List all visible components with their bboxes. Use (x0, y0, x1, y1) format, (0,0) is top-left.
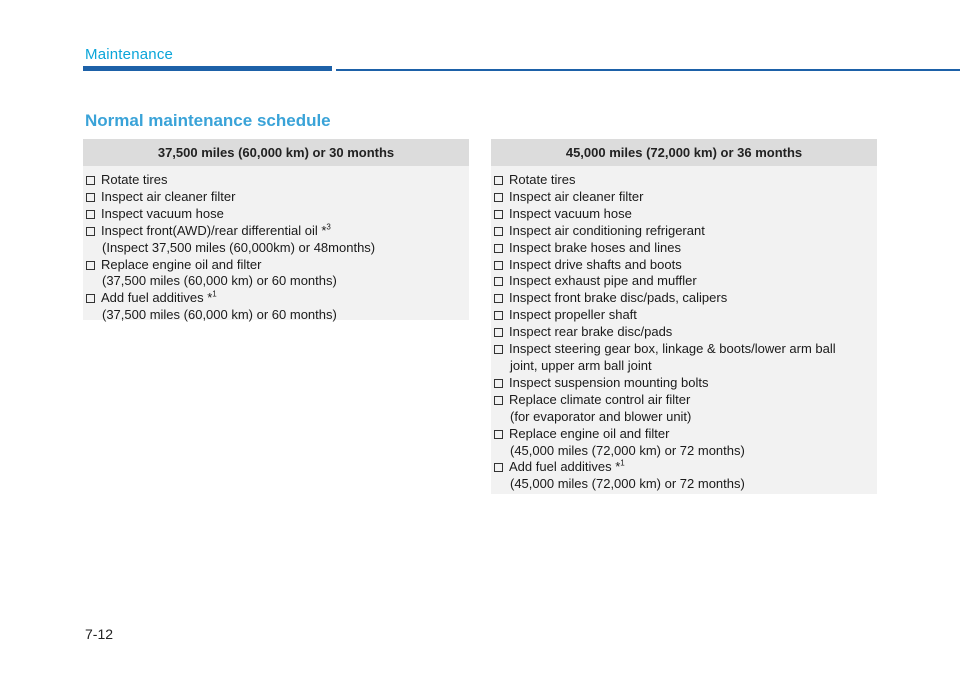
checklist-item-note: (37,500 miles (60,000 km) or 60 months) (102, 273, 337, 289)
checklist-item-note: (45,000 miles (72,000 km) or 72 months) (510, 476, 745, 492)
checklist-item-text: Replace engine oil and filter (509, 425, 670, 441)
footnote-marker: 1 (620, 459, 625, 469)
checkbox-icon (494, 261, 503, 270)
checklist-item-text: Inspect front(AWD)/rear differential oil * (101, 222, 327, 238)
checklist-item (86, 189, 469, 206)
checklist-item-text: Add fuel additives * (101, 290, 213, 306)
checklist-item (86, 257, 469, 291)
checklist-item-note: (37,500 miles (60,000 km) or 60 months) (102, 307, 337, 323)
header-rule-thin (336, 69, 960, 71)
checkbox-icon (494, 345, 503, 354)
checkbox-icon (494, 311, 503, 320)
checklist-item-text: Inspect brake hoses and lines (509, 239, 681, 255)
checkbox-icon (86, 294, 95, 303)
checkbox-icon (494, 277, 503, 286)
checklist-item-text: Inspect vacuum hose (101, 205, 224, 221)
checklist-item (494, 273, 877, 290)
checklist-item-note: (for evaporator and blower unit) (510, 408, 692, 424)
header-rule-thick (83, 66, 332, 71)
footnote-marker: 3 (326, 222, 331, 232)
schedule-panel-37500 (83, 139, 469, 323)
checklist-item (494, 240, 877, 257)
footnote-marker: 1 (212, 290, 217, 300)
checklist-item-note: (45,000 miles (72,000 km) or 72 months) (510, 442, 745, 458)
checklist-item-text: Inspect steering gear box, linkage & boots/lower arm ball (509, 341, 836, 357)
checkbox-icon (86, 210, 95, 219)
checklist-item-text: Inspect suspension mounting bolts (509, 374, 709, 390)
checkbox-icon (86, 261, 95, 270)
page-number: 7-12 (85, 626, 114, 642)
checklist-item (494, 223, 877, 240)
section-tab-label: Maintenance (85, 46, 174, 63)
checkbox-icon (494, 463, 503, 472)
page-title: Normal maintenance schedule (85, 111, 331, 130)
checklist-item (494, 257, 877, 274)
checkbox-icon (494, 210, 503, 219)
checklist-item-text: Inspect rear brake disc/pads (509, 324, 673, 340)
checklist-item-text: Rotate tires (509, 172, 576, 187)
checklist-item (494, 307, 877, 324)
checkbox-icon (494, 193, 503, 202)
checkbox-icon (494, 227, 503, 236)
checkbox-icon (494, 244, 503, 253)
checklist-item-text: Inspect vacuum hose (509, 205, 632, 221)
checklist-item-text: Inspect air cleaner filter (509, 188, 644, 204)
panel-heading: 37,500 miles (60,000 km) or 30 months (83, 139, 469, 166)
checkbox-icon (494, 430, 503, 439)
checklist-item (86, 290, 469, 324)
checklist-item-text: Inspect front brake disc/pads, calipers (509, 290, 728, 306)
checklist-item-note: joint, upper arm ball joint (510, 357, 652, 373)
schedule-panel-45000 (491, 139, 877, 494)
checkbox-icon (86, 193, 95, 202)
checkbox-icon (494, 328, 503, 337)
checklist (83, 166, 469, 324)
checklist-item-text: Inspect propeller shaft (509, 307, 637, 323)
checklist-item (494, 375, 877, 392)
checklist-item (494, 189, 877, 206)
checklist-item (494, 206, 877, 223)
checkbox-icon (494, 379, 503, 388)
checklist-item (494, 324, 877, 341)
checklist-item-text: Inspect exhaust pipe and muffler (509, 273, 697, 289)
panel-heading: 45,000 miles (72,000 km) or 36 months (491, 139, 877, 166)
checklist-item (494, 392, 877, 426)
checkbox-icon (86, 227, 95, 236)
checklist-item (86, 172, 469, 189)
checklist-item (494, 341, 877, 375)
checklist-item (494, 459, 877, 493)
checklist-item-text: Replace engine oil and filter (101, 256, 262, 272)
checklist-item-text: Inspect drive shafts and boots (509, 256, 682, 272)
checklist-item-note: (Inspect 37,500 miles (60,000km) or 48months) (102, 239, 376, 255)
checkbox-icon (494, 396, 503, 405)
checkbox-icon (494, 176, 503, 185)
checklist-item (86, 206, 469, 223)
checklist-item (494, 290, 877, 307)
checkbox-icon (86, 176, 95, 185)
checklist (491, 166, 877, 493)
checklist-item-text: Rotate tires (101, 172, 168, 187)
checklist-item-text: Inspect air conditioning refrigerant (509, 222, 705, 238)
checklist-item (494, 172, 877, 189)
checkbox-icon (494, 294, 503, 303)
checklist-item (494, 426, 877, 460)
checklist-item-text: Add fuel additives * (509, 459, 621, 475)
checklist-item-text: Replace climate control air filter (509, 391, 691, 407)
checklist-item (86, 223, 469, 257)
checklist-item-text: Inspect air cleaner filter (101, 188, 236, 204)
